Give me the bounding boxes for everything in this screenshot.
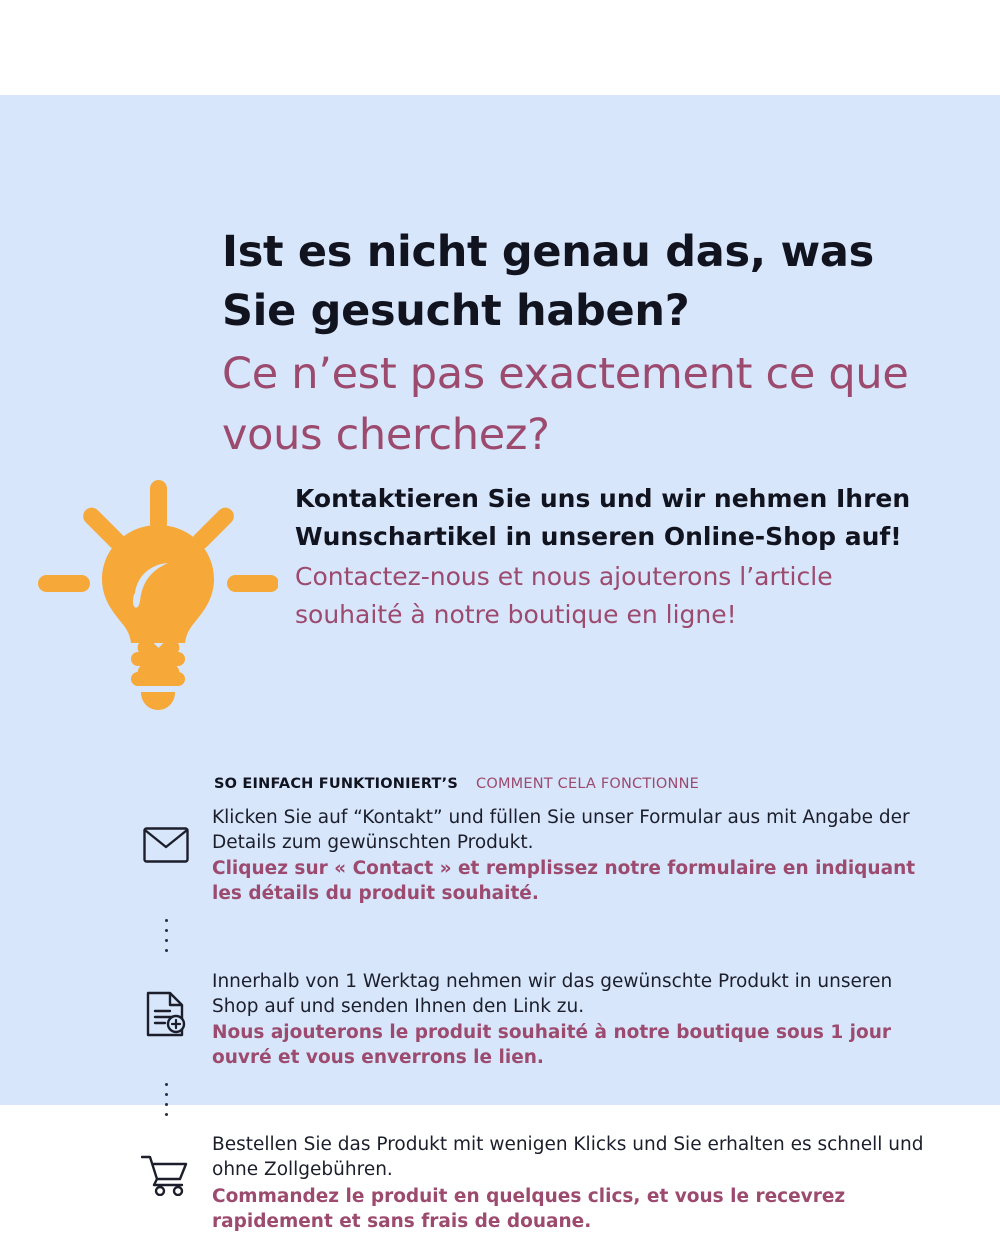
promo-panel (0, 95, 1000, 1232)
step-text-german: Bestellen Sie das Produkt mit wenigen Klicks und Sie erhalten es schnell und ohne Zollgebühren. (212, 1134, 924, 1181)
page-title-french: Ce n’est pas exactement ce que vous cherchez? (222, 348, 909, 460)
intro-text-french: Contactez-nous et nous ajouterons l’article souhaité à notre boutique en ligne! (295, 562, 833, 629)
step-text-german: Innerhalb von 1 Werktag nehmen wir das gewünschte Produkt in unseren Shop auf und senden Ihnen den Link zu. (212, 970, 893, 1017)
step-text-french: Commandez le produit en quelques clics, et vous le recevrez rapidement et sans frais de douane. (212, 1185, 846, 1232)
step-text (212, 1128, 930, 1234)
step-text-french: Nous ajouterons le produit souhaité à notre boutique sous 1 jour ouvré et vous enverrons le lien. (212, 1021, 891, 1069)
steps-list (120, 801, 930, 1234)
document-add-icon (120, 965, 212, 1037)
steps-header (214, 776, 699, 792)
dotted-connector (120, 1070, 212, 1128)
dotted-connector (120, 907, 212, 965)
page-title-german: Ist es nicht genau das, was Sie gesucht haben? (222, 227, 874, 337)
list-item (120, 965, 930, 1071)
steps-header-german: SO EINFACH FUNKTIONIERT’S (214, 776, 458, 792)
step-text-french: Cliquez sur « Contact » et remplissez notre formulaire en indiquant les détails du produit souhaité. (212, 858, 916, 905)
step-text-german: Klicken Sie auf “Kontakt” und füllen Sie unser Formular aus mit Angabe der Details zum gewünschten Produkt. (212, 807, 910, 854)
page-title (222, 223, 932, 466)
intro-text-german: Kontaktieren Sie uns und wir nehmen Ihren Wunschartikel in unseren Online-Shop auf! (295, 484, 911, 551)
envelope-icon (120, 801, 212, 863)
step-text (212, 801, 930, 907)
step-text (212, 965, 930, 1071)
shopping-cart-icon (120, 1128, 212, 1196)
intro-text (295, 480, 915, 634)
list-item (120, 1128, 930, 1234)
lightbulb-icon (38, 480, 278, 730)
list-item (120, 801, 930, 907)
steps-header-french: COMMENT CELA FONCTIONNE (476, 776, 699, 792)
